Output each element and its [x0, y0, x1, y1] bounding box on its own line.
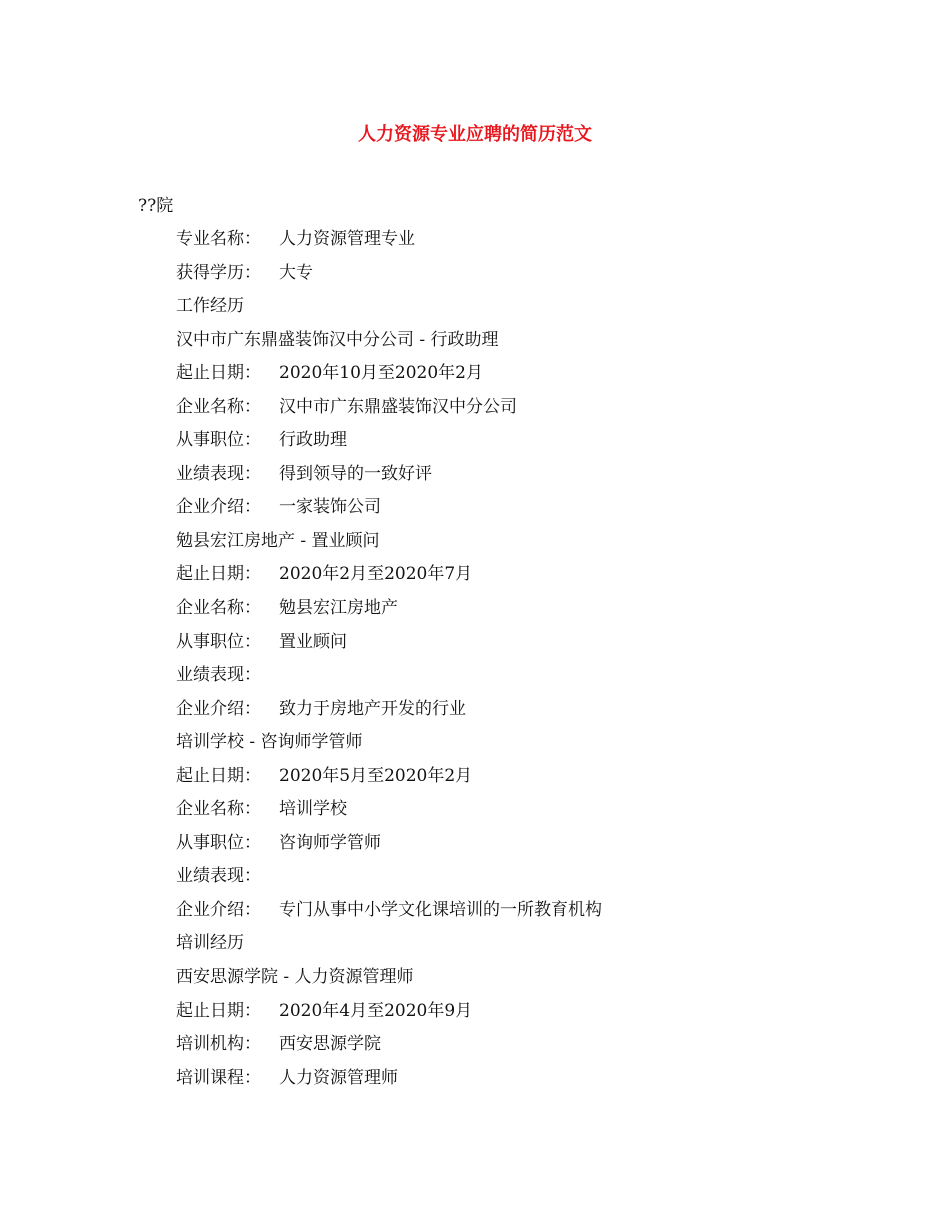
field-value: 专门从事中小学文化课培训的一所教育机构: [279, 899, 602, 920]
field-label: 企业介绍：: [176, 899, 261, 920]
field-row: [176, 764, 876, 798]
section-heading: 汉中市广东鼎盛装饰汉中分公司 - 行政助理: [176, 329, 499, 350]
resume-body: [176, 227, 876, 1099]
field-row: [176, 630, 876, 664]
field-label: 企业名称：: [176, 598, 261, 619]
field-row: [176, 361, 876, 395]
field-row: [176, 831, 876, 865]
field-value: 致力于房地产开发的行业: [279, 698, 466, 719]
field-value: 2020年10月至2020年2月: [279, 363, 483, 384]
section-heading: 西安思源学院 - 人力资源管理师: [176, 967, 414, 988]
field-value: 大专: [279, 262, 313, 283]
field-label: 获得学历：: [176, 262, 261, 283]
field-value: 2020年5月至2020年2月: [279, 765, 473, 786]
field-row: [176, 999, 876, 1033]
field-label: 从事职位：: [176, 430, 261, 451]
field-label: 培训机构：: [176, 1034, 261, 1055]
field-row: [176, 462, 876, 496]
field-value: 咨询师学管师: [279, 832, 381, 853]
field-label: 从事职位：: [176, 832, 261, 853]
field-label: 起止日期：: [176, 765, 261, 786]
field-label: 起止日期：: [176, 564, 261, 585]
document-title: 人力资源专业应聘的简历范文: [358, 124, 592, 145]
field-label: 从事职位：: [176, 631, 261, 652]
field-value: 得到领导的一致好评: [279, 463, 432, 484]
field-label: 企业介绍：: [176, 497, 261, 518]
field-label: 企业名称：: [176, 396, 261, 417]
field-label: 专业名称：: [176, 229, 261, 249]
field-row: [176, 395, 876, 429]
field-label: 起止日期：: [176, 1000, 261, 1021]
field-value: 一家装饰公司: [279, 497, 381, 518]
field-label: 业绩表现：: [176, 866, 261, 887]
section-heading: 工作经历: [176, 296, 244, 317]
section-heading: 勉县宏江房地产 - 置业顾问: [176, 530, 380, 551]
field-row: [176, 562, 876, 596]
field-value: 置业顾问: [279, 631, 347, 652]
school-line: ??院: [138, 196, 174, 216]
field-row: [176, 697, 876, 731]
field-value: 培训学校: [279, 799, 347, 820]
field-value: 行政助理: [279, 430, 347, 451]
field-label: 业绩表现：: [176, 665, 261, 686]
field-label: 企业介绍：: [176, 698, 261, 719]
field-value: 人力资源管理专业: [279, 229, 415, 249]
field-row: [176, 428, 876, 462]
field-row: [176, 898, 876, 932]
field-row: [176, 797, 876, 831]
field-value: 西安思源学院: [279, 1034, 381, 1055]
field-label: 企业名称：: [176, 799, 261, 820]
field-row: [176, 1032, 876, 1066]
field-value: 汉中市广东鼎盛装饰汉中分公司: [279, 396, 517, 417]
field-value: 勉县宏江房地产: [279, 598, 398, 619]
section-heading: 培训学校 - 咨询师学管师: [176, 732, 363, 753]
field-value: 2020年2月至2020年7月: [279, 564, 473, 585]
field-row: [176, 596, 876, 630]
field-row: [176, 1066, 876, 1100]
field-label: 培训课程：: [176, 1067, 261, 1088]
section-heading: 培训经历: [176, 933, 244, 954]
field-row: [176, 864, 876, 898]
field-label: 业绩表现：: [176, 463, 261, 484]
field-label: 起止日期：: [176, 363, 261, 384]
field-value: 2020年4月至2020年9月: [279, 1000, 473, 1021]
field-row: [176, 495, 876, 529]
field-row: [176, 663, 876, 697]
field-value: 人力资源管理师: [279, 1067, 398, 1088]
field-row: [176, 261, 876, 295]
field-row: [176, 227, 876, 261]
